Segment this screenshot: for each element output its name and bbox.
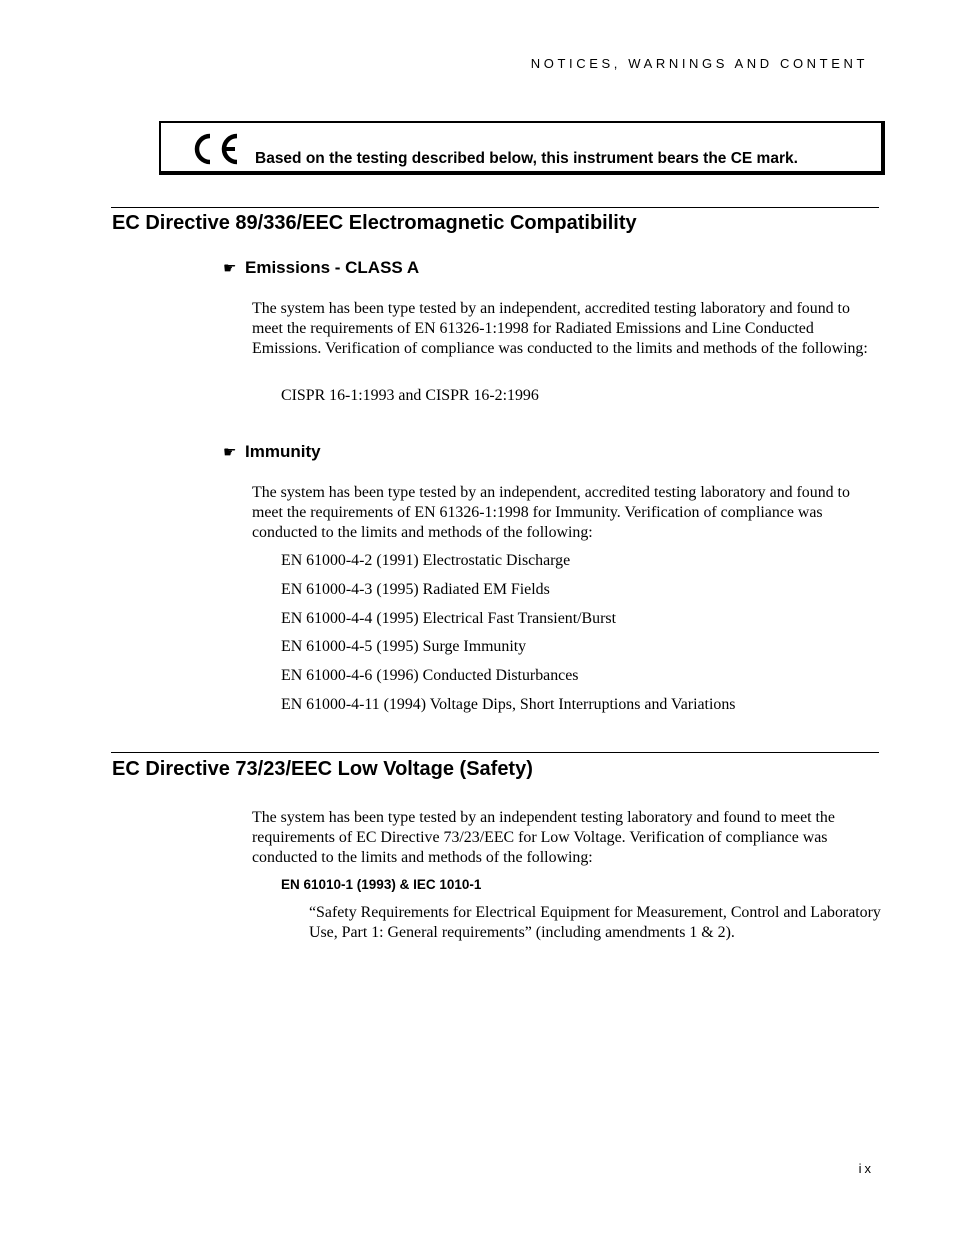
emissions-body: The system has been type tested by an independent, accredited testing laboratory and found to meet the requirements of EN 61326-1:1998 for Radiated Emissions and Line Conducted Emissions. Verification of compliance was conducted to the limits and methods of the following: [252, 300, 868, 357]
ce-mark-icon [189, 129, 241, 169]
section-divider [111, 207, 879, 208]
pointing-hand-icon: ☛ [223, 444, 237, 461]
emissions-heading-label: Emissions - CLASS A [245, 258, 420, 277]
list-item: EN 61000-4-4 (1995) Electrical Fast Transient/Burst [281, 609, 616, 627]
running-header: NOTICES, WARNINGS AND CONTENT [530, 56, 868, 71]
lvd-standard-heading: EN 61010-1 (1993) & IEC 1010-1 [281, 877, 482, 892]
page-number: ix [858, 1161, 874, 1176]
list-item: EN 61000-4-11 (1994) Voltage Dips, Short Interruptions and Variations [281, 695, 736, 713]
emissions-heading [223, 258, 419, 278]
ce-notice-text: Based on the testing described below, this instrument bears the CE mark. [255, 150, 798, 167]
list-item: EN 61000-4-2 (1991) Electrostatic Discharge [281, 552, 571, 569]
ce-notice-box [159, 121, 885, 175]
list-item: EN 61000-4-3 (1995) Radiated EM Fields [281, 580, 550, 598]
lvd-standard-text: “Safety Requirements for Electrical Equipment for Measurement, Control and Laboratory Use, Part 1: General requirements” (including amendments 1 & 2). [309, 904, 881, 941]
pointing-hand-icon: ☛ [223, 260, 237, 277]
lvd-section-title: EC Directive 73/23/EEC Low Voltage (Safety) [112, 758, 533, 780]
section-divider [111, 752, 879, 753]
immunity-body: The system has been type tested by an independent, accredited testing laboratory and found to meet the requirements of EN 61326-1:1998 for Immunity. Verification of compliance was conducted to the limits and methods of the following: [252, 484, 850, 541]
list-item: EN 61000-4-5 (1995) Surge Immunity [281, 638, 527, 656]
list-item: EN 61000-4-6 (1996) Conducted Disturbances [281, 667, 579, 685]
emissions-standard: CISPR 16-1:1993 and CISPR 16-2:1996 [281, 387, 539, 404]
emc-section-title: EC Directive 89/336/EEC Electromagnetic Compatibility [112, 212, 637, 234]
immunity-standards-list [281, 551, 735, 724]
immunity-heading [223, 442, 321, 462]
immunity-heading-label: Immunity [245, 442, 321, 461]
lvd-body: The system has been type tested by an independent testing laboratory and found to meet the requirements of EC Directive 73/23/EEC for Low Voltage. Verification of compliance was conducted to the limits and methods of the following: [252, 809, 835, 866]
